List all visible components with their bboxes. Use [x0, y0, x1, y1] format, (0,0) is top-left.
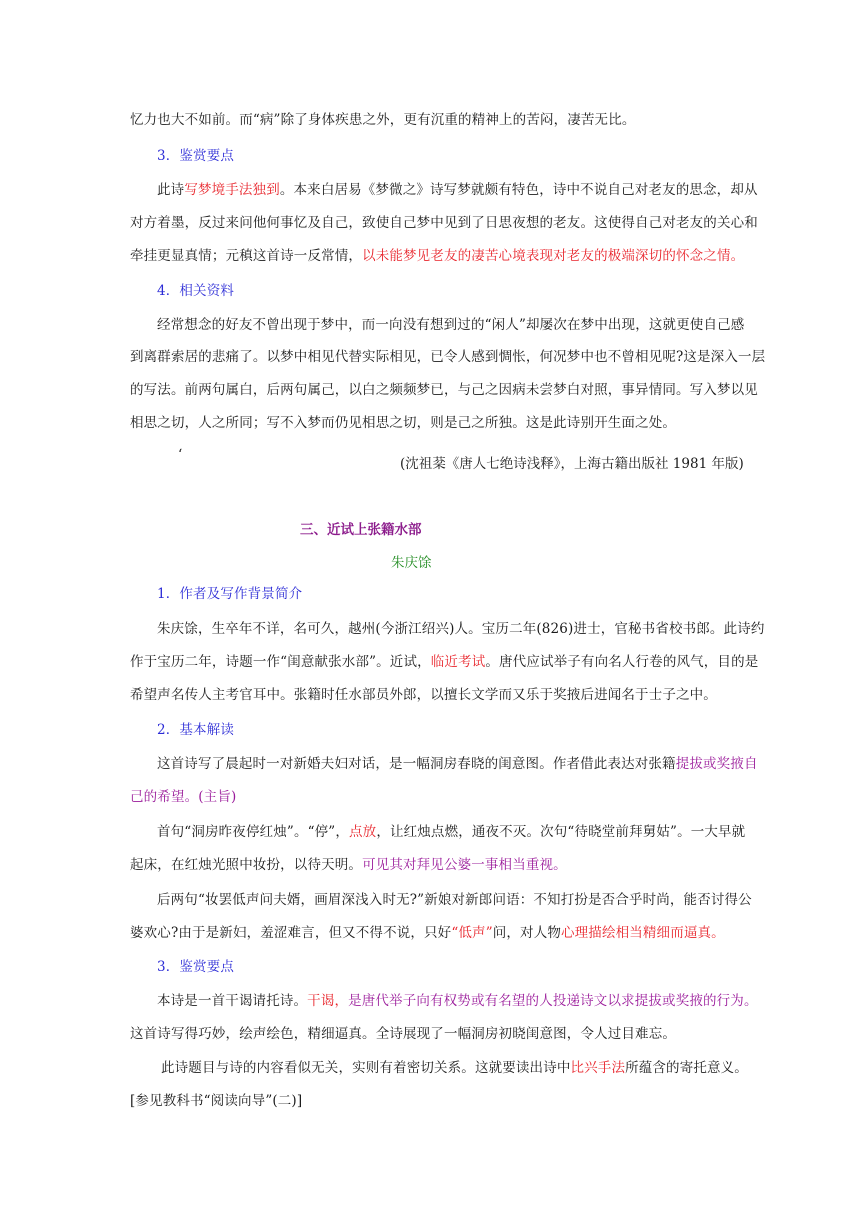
section-heading: 3．鉴赏要点	[157, 148, 234, 164]
paragraph-line: [参见教科书“阅读向导”(二)]	[130, 1093, 303, 1109]
stray-mark: ‘	[178, 447, 183, 463]
section-heading: 1．作者及写作背景简介	[157, 586, 303, 602]
citation: (沈祖棻《唐人七绝诗浅释》，上海古籍出版社 1981 年版)	[400, 456, 744, 472]
paragraph-line	[130, 246, 745, 266]
text: 。唐代应试举子有向名人行卷的风气，目的是	[485, 654, 759, 670]
section-heading: 3．鉴赏要点	[157, 959, 234, 975]
paragraph-line: 这首诗写得巧妙，绘声绘色，精细逼真。全诗展现了一幅洞房初晓闺意图，令人过目难忘。	[130, 1026, 676, 1042]
paragraph-line: 的写法。前两句属白，后两句属己，以白之频频梦已，与己之因病未尝梦白对照，事异情同。写入梦以见	[130, 382, 758, 398]
text: 。	[743, 993, 758, 1009]
section-heading: 4．相关资料	[157, 283, 234, 299]
paragraph-line	[161, 1058, 761, 1078]
paragraph-line: 希望声名传人主考官耳中。张籍时任水部员外郎，以擅长文学而又乐于奖掖后进闻名于士子之中。	[130, 687, 717, 703]
highlight-text: “低声”	[451, 925, 493, 941]
text: 忆力也大不如前。而“病”除了身体疾患之外，更有沉重的精神上的苦闷，凄苦无比。	[130, 112, 636, 128]
paragraph-line: 己的希望。(主旨)	[130, 789, 237, 805]
text: 问，对人物	[492, 925, 561, 941]
highlight-text: 心理描绘相当精细而逼真	[561, 925, 712, 941]
text: 牵挂更显真情；元稹这首诗一反常情，	[130, 248, 363, 264]
paragraph-line	[130, 110, 730, 130]
highlight-text: 写梦境手法独到	[184, 182, 280, 198]
paragraph-line: 相思之切，人之所同；写不入梦而仍见相思之切，则是己之所独。这是此诗别开生面之处。	[130, 415, 676, 431]
poem-title: 三、近试上张籍水部	[300, 522, 422, 538]
text: 。	[711, 925, 725, 941]
paragraph-line: 后两句“妆罢低声问夫婿，画眉深浅入时无?”新娘对新郎问语：不知打扮是否合乎时尚，能否讨得公	[157, 892, 752, 908]
text: 。	[730, 248, 745, 264]
paragraph-line	[130, 652, 759, 672]
paragraph-line: 对方着墨，反过来问他何事忆及自己，致使自己梦中见到了日思夜想的老友。这使得自己对老友的关心和	[130, 215, 758, 231]
highlight-text: 提拔或奖掖自	[675, 756, 758, 772]
highlight-text: 比兴手法	[570, 1060, 626, 1076]
highlight-text: 点放	[349, 824, 377, 840]
text: 此诗题目与诗的内容看似无关，实则有着密切关系。这就要读出诗中	[161, 1060, 571, 1076]
poem-author: 朱庆馀	[391, 555, 432, 571]
text: 起床，在红烛光照中妆扮，以待天明。	[130, 857, 363, 873]
text: ，让红烛点燃，通夜不灭。次句“待晓堂前拜舅姑”。一大早就	[376, 824, 746, 840]
text: 所蕴含的寄托意义。	[625, 1060, 748, 1076]
paragraph-line	[130, 855, 730, 875]
highlight-text: 以未能梦见老友的凄苦心境表现对老友的极端深切的怀念之情	[362, 248, 731, 264]
section-heading: 2．基本解读	[157, 722, 234, 738]
paragraph-line: 到离群索居的悲痛了。以梦中相见代替实际相见，已令人感到惆怅，何况梦中也不曾相见呢?这是深入一层	[130, 349, 766, 365]
highlight-text: 是唐代举子向有权势或有名望的人投递诗文以求提拔或奖掖的行为	[348, 993, 744, 1009]
text: 首句“洞房昨夜停红烛”。“停”，	[157, 824, 350, 840]
highlight-text: 临近考试	[430, 654, 486, 670]
paragraph-line: 朱庆馀，生卒年不详，名可久，越州(今浙江绍兴)人。宝历二年(826)进士，官秘书省校书郎。此诗约	[157, 621, 765, 637]
paragraph-line	[157, 991, 757, 1011]
paragraph-line	[157, 754, 757, 774]
text: 婆欢心?由于是新妇，羞涩难言，但又不得不说，只好	[130, 925, 452, 941]
text: 作于宝历二年，诗题一作“闺意献张水部”。近试，	[130, 654, 431, 670]
text: 本诗是一首干谒请托诗。	[157, 993, 308, 1009]
paragraph-line	[157, 180, 757, 200]
text: 。本来白居易《梦微之》诗写梦就颇有特色，诗中不说自己对老友的思念，却从	[279, 182, 758, 198]
highlight-text: 可见其对拜见公婆一事相当重视。	[362, 857, 567, 873]
paragraph-line	[130, 923, 730, 943]
highlight-text: 干谒，	[307, 993, 349, 1009]
text: 此诗	[157, 182, 185, 198]
paragraph-line: 经常想念的好友不曾出现于梦中，而一向没有想到过的“闲人”却屡次在梦中出现，这就更使自己感	[157, 317, 745, 333]
paragraph-line	[157, 822, 757, 842]
text: 这首诗写了晨起时一对新婚夫妇对话，是一幅洞房春晓的闺意图。作者借此表达对张籍	[157, 756, 676, 772]
